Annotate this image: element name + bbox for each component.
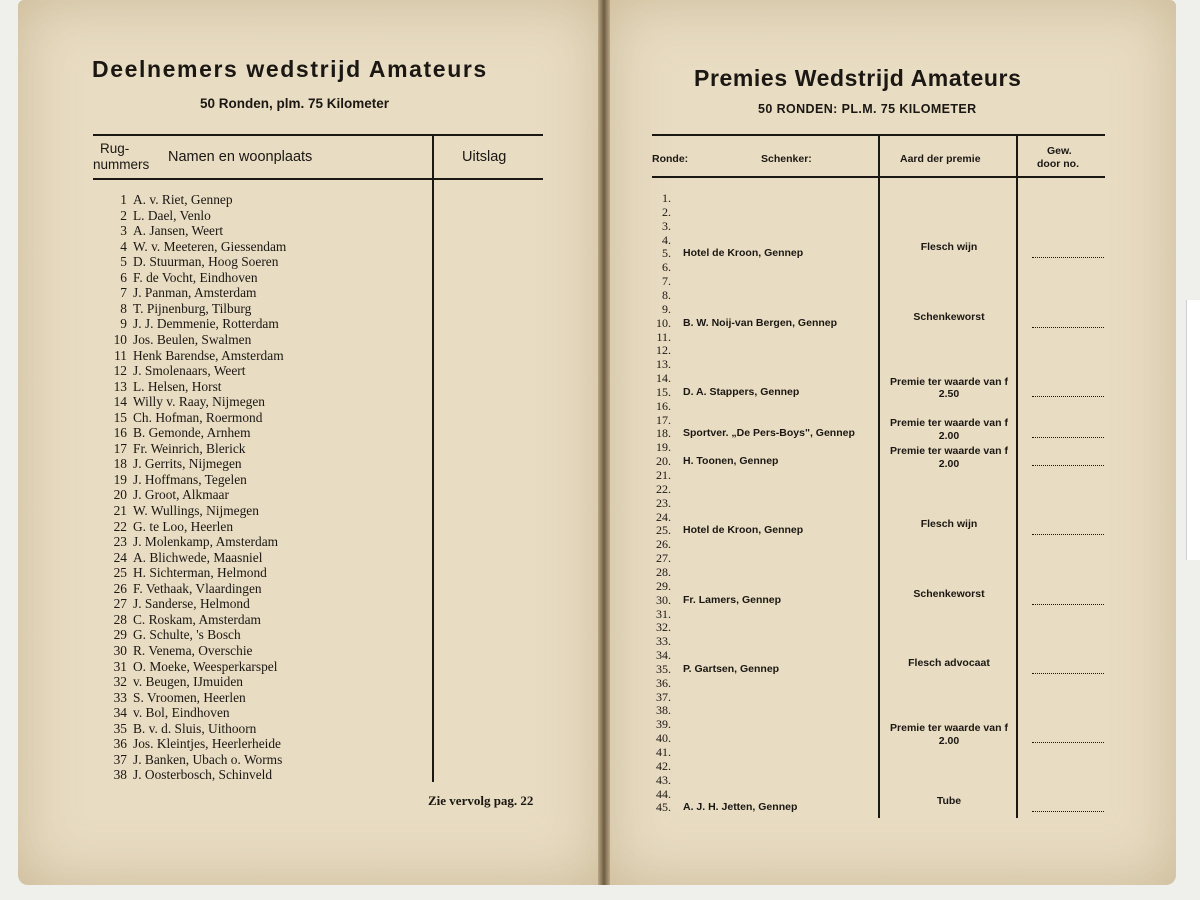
round-number: 13.: [656, 357, 671, 372]
winner-blank-line: [1032, 436, 1104, 438]
participant-name: A. v. Riet, Gennep: [133, 192, 233, 207]
participant-name: Jos. Kleintjes, Heerlerheide: [133, 736, 281, 752]
participant-number: 27: [113, 596, 127, 612]
participant-name: W. Wullings, Nijmegen: [133, 503, 259, 518]
winner-blank-line: [1032, 395, 1104, 397]
continued-note: Zie vervolg pag. 22: [428, 793, 534, 808]
premium-donor: A. J. H. Jetten, Gennep: [683, 801, 798, 814]
round-number: 4.: [662, 232, 671, 247]
participant-number: 7: [120, 285, 127, 301]
round-number: 15.: [656, 384, 671, 399]
participant-name: J. Sanderse, Helmond: [133, 596, 250, 612]
participant-name: F. Vethaak, Vlaardingen: [133, 580, 262, 596]
participant-name: L. Dael, Venlo: [133, 207, 211, 223]
participant-number: 21: [113, 503, 127, 518]
round-number: 22.: [656, 481, 671, 496]
participant-name: v. Bol, Eindhoven: [133, 705, 230, 721]
winner-blank-line: [1032, 672, 1104, 674]
participant-number: 24: [113, 549, 127, 565]
premium-donor: H. Toonen, Gennep: [683, 455, 779, 468]
header-round: Ronde:: [652, 153, 689, 165]
round-number: 24.: [656, 509, 671, 524]
winner-blank-line: [1032, 464, 1104, 466]
premium-prize: Premie ter waarde van f 2.50: [890, 375, 1008, 401]
participant-number: 16: [113, 425, 127, 441]
round-number: 3.: [662, 218, 671, 233]
premium-donor: P. Gartsen, Gennep: [683, 662, 780, 675]
premium-prize: Premie ter waarde van f 2.00: [890, 445, 1008, 470]
premium-donor: Fr. Lamers, Gennep: [683, 593, 782, 606]
participant-number: 28: [113, 611, 127, 627]
round-number: 14.: [656, 371, 671, 386]
participant-name: O. Moeke, Weesperkarspel: [133, 658, 278, 674]
round-number: 8.: [662, 287, 671, 302]
round-number: 39.: [656, 717, 671, 732]
participant-name: J. Oosterbosch, Schinveld: [133, 767, 273, 783]
participant-name: A. Jansen, Weert: [133, 223, 224, 239]
participant-name: J. Hoffmans, Tegelen: [133, 471, 247, 487]
participant-number: 22: [113, 518, 127, 534]
participant-number: 26: [113, 580, 127, 596]
round-number: 27.: [656, 551, 671, 566]
winner-blank-line: [1032, 810, 1104, 812]
participant-number: 20: [113, 487, 127, 503]
participant-name: J. Groot, Alkmaar: [133, 487, 229, 503]
participant-name: G. te Loo, Heerlen: [133, 518, 234, 534]
participant-number: 35: [113, 720, 127, 736]
participant-number: 11: [114, 347, 127, 363]
round-number: 35.: [656, 661, 671, 676]
participant-number: 34: [113, 705, 127, 721]
booklet-gutter: [598, 0, 610, 885]
winner-blank-line: [1032, 256, 1104, 258]
participant-name: S. Vroomen, Heerlen: [133, 689, 246, 705]
winner-blank-line: [1032, 741, 1104, 743]
header-name: Namen en woonplaats: [168, 149, 313, 165]
right-page: [606, 0, 1176, 885]
round-number: 32.: [656, 620, 671, 635]
participant-name: T. Pijnenburg, Tilburg: [133, 300, 252, 316]
participant-name: Fr. Weinrich, Blerick: [133, 440, 246, 456]
round-number: 23.: [656, 495, 671, 510]
winner-blank-line: [1032, 326, 1104, 328]
premium-donor: Hotel de Kroon, Gennep: [683, 524, 804, 537]
participant-number: 15: [113, 409, 127, 425]
participant-number: 2: [120, 207, 127, 223]
participant-name: J. Panman, Amsterdam: [133, 285, 257, 301]
header-prize: Aard der premie: [900, 153, 981, 165]
left-page-title: Deelnemers wedstrijd Amateurs: [92, 56, 488, 82]
premium-prize: Flesch wijn: [920, 518, 978, 531]
round-number: 42.: [656, 758, 671, 773]
premium-prize: Premie ter waarde van f 2.00: [890, 417, 1008, 442]
round-number: 6.: [662, 260, 671, 275]
round-number: 28.: [656, 564, 671, 579]
participant-number: 3: [120, 223, 127, 239]
participant-number: 38: [113, 767, 127, 783]
participant-name: C. Roskam, Amsterdam: [133, 611, 261, 627]
round-number: 11.: [656, 329, 671, 344]
header-number-line1: Rug-: [100, 141, 130, 156]
round-number: 19.: [656, 440, 671, 455]
premium-prize: Flesch wijn: [920, 241, 978, 254]
premium-prize: Schenkeworst: [913, 587, 985, 600]
participant-name: R. Venema, Overschie: [133, 642, 253, 658]
premium-prize: Flesch advocaat: [908, 656, 990, 669]
header-result: Uitslag: [462, 149, 507, 165]
round-number: 36.: [656, 675, 671, 690]
participant-number: 19: [113, 471, 127, 487]
participant-name: Ch. Hofman, Roermond: [133, 409, 263, 425]
page-edge-tab: [1186, 300, 1200, 560]
header-donor: Schenker:: [761, 153, 812, 165]
participant-number: 8: [120, 300, 127, 316]
participant-number: 30: [113, 642, 127, 658]
right-table-divider-2: [1016, 134, 1018, 818]
participant-number: 5: [120, 254, 127, 270]
participant-name: J. Smolenaars, Weert: [133, 363, 246, 379]
participant-name: Jos. Beulen, Swalmen: [133, 331, 252, 347]
participant-number: 18: [113, 456, 127, 472]
participant-name: W. v. Meeteren, Giessendam: [133, 238, 287, 254]
round-number: 21.: [656, 468, 671, 482]
right-table-divider-1: [878, 134, 880, 818]
round-number: 43.: [656, 772, 671, 787]
left-table-top-rule: [93, 134, 543, 136]
round-number: 38.: [656, 703, 671, 718]
round-number: 16.: [656, 398, 671, 413]
participant-name: Henk Barendse, Amsterdam: [133, 347, 284, 363]
round-number: 10.: [656, 315, 671, 330]
participant-number: 9: [120, 316, 127, 332]
right-page-subtitle: 50 RONDEN: PL.M. 75 KILOMETER: [758, 102, 977, 116]
right-page-title: Premies Wedstrijd Amateurs: [694, 65, 1022, 91]
round-number: 1.: [662, 191, 671, 205]
left-page-subtitle: 50 Ronden, plm. 75 Kilometer: [200, 96, 390, 111]
participant-number: 29: [113, 627, 127, 643]
premium-donor: Hotel de Kroon, Gennep: [683, 247, 804, 260]
premium-prize: Tube: [936, 795, 962, 808]
participant-number: 25: [113, 565, 127, 581]
round-number: 5.: [662, 246, 671, 261]
participant-name: D. Stuurman, Hoog Soeren: [133, 254, 279, 270]
participant-number: 10: [113, 331, 127, 347]
participant-name: B. v. d. Sluis, Uithoorn: [133, 720, 257, 736]
left-table-header-rule: [93, 178, 543, 180]
premium-donor: Sportver. „De Pers-Boys", Gennep: [683, 427, 855, 440]
participant-number: 32: [113, 674, 127, 690]
participant-number: 12: [113, 363, 127, 379]
round-number: 20.: [656, 454, 671, 469]
round-number: 41.: [656, 745, 671, 759]
participant-name: J. Molenkamp, Amsterdam: [133, 534, 279, 550]
participant-number: 17: [113, 440, 127, 456]
participant-name: J. J. Demmenie, Rotterdam: [133, 316, 279, 332]
participant-number: 13: [113, 378, 127, 394]
participant-name: J. Banken, Ubach o. Worms: [133, 751, 283, 767]
header-number-line2: nummers: [93, 157, 150, 172]
round-number: 26.: [656, 537, 671, 552]
round-number: 18.: [656, 426, 671, 441]
participant-number: 36: [113, 736, 127, 752]
participant-name: Willy v. Raay, Nijmegen: [133, 394, 265, 410]
participant-number: 37: [113, 751, 127, 767]
round-number: 12.: [656, 343, 671, 358]
participant-name: B. Gemonde, Arnhem: [133, 425, 251, 441]
participant-name: A. Blichwede, Maasniel: [133, 549, 263, 565]
premium-prize: Schenkeworst: [913, 310, 985, 323]
round-number: 37.: [656, 689, 671, 704]
winner-blank-line: [1032, 603, 1104, 605]
premium-donor: D. A. Stappers, Gennep: [683, 385, 800, 398]
left-table-divider: [432, 134, 434, 782]
participant-number: 23: [113, 534, 127, 550]
participant-number: 1: [120, 192, 127, 207]
participant-name: v. Beugen, IJmuiden: [133, 674, 243, 690]
participant-name: L. Helsen, Horst: [133, 378, 222, 394]
participant-name: G. Schulte, 's Bosch: [133, 627, 241, 643]
header-won-line1: Gew.: [1047, 145, 1072, 157]
round-number: 31.: [656, 606, 671, 621]
round-number: 40.: [656, 731, 671, 746]
participant-number: 6: [120, 269, 127, 285]
round-number: 25.: [656, 523, 671, 538]
round-number: 17.: [656, 412, 671, 427]
participant-name: H. Sichterman, Helmond: [133, 565, 267, 581]
round-number: 29.: [656, 578, 671, 593]
participant-name: J. Gerrits, Nijmegen: [133, 456, 242, 472]
participant-number: 31: [113, 658, 127, 674]
participant-number: 14: [113, 394, 127, 410]
round-number: 34.: [656, 648, 671, 663]
round-number: 7.: [662, 274, 671, 289]
header-won-line2: door no.: [1037, 158, 1079, 170]
participant-number: 4: [120, 238, 127, 254]
round-number: 9.: [662, 301, 671, 316]
round-number: 30.: [656, 592, 671, 607]
winner-blank-line: [1032, 533, 1104, 535]
round-number: 45.: [656, 800, 671, 815]
round-number: 2.: [662, 204, 671, 219]
premium-prize: Premie ter waarde van f 2.00: [890, 722, 1008, 747]
participant-name: F. de Vocht, Eindhoven: [133, 269, 258, 285]
premium-donor: B. W. Noij-van Bergen, Gennep: [683, 316, 838, 329]
round-number: 33.: [656, 634, 671, 649]
round-number: 44.: [656, 786, 671, 801]
participant-number: 33: [113, 689, 127, 705]
